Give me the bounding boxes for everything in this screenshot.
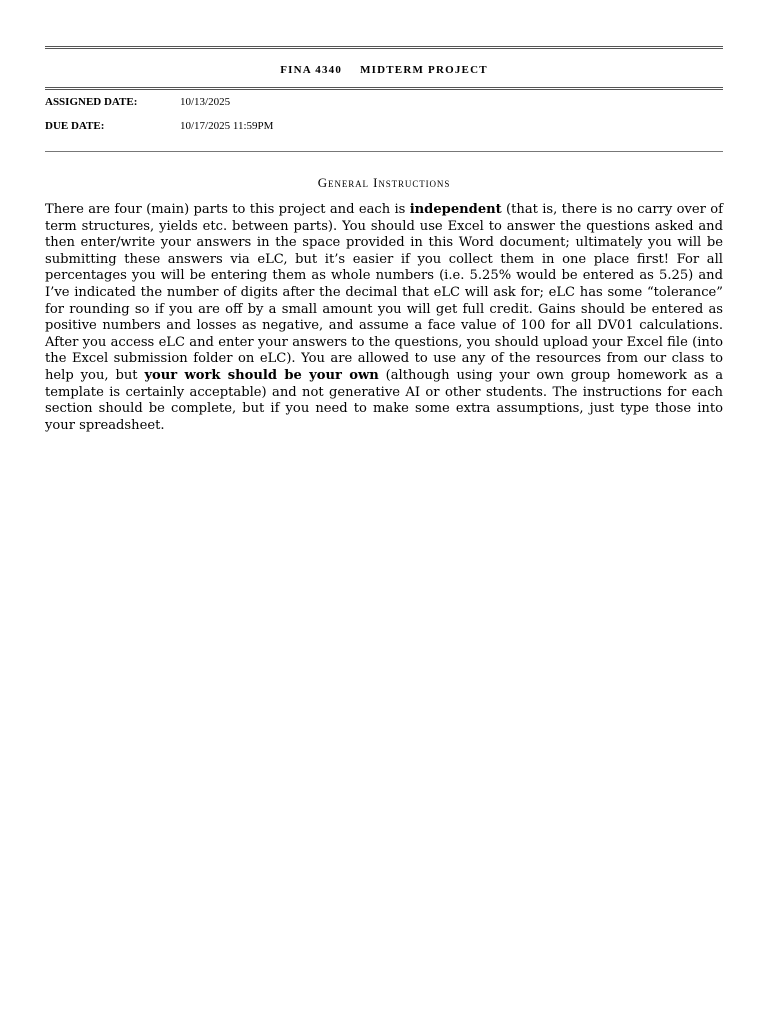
instructions-text-3: (although using your own group homework as a template is certainly acceptable) and not generative AI or other students. The instructions for each section should be complete, but if you need to make some extra assumptions, just type those into your spreadsheet. [45, 367, 723, 433]
assigned-date-value: 10/13/2025 [180, 96, 231, 108]
instructions-paragraph [45, 202, 723, 434]
section-divider [45, 151, 723, 152]
section-heading: General Instructions [317, 175, 451, 190]
instructions-bold-1: independent [409, 202, 502, 217]
instructions-text-1: There are four (main) parts to this project and each is [45, 202, 410, 217]
due-date-row [45, 119, 723, 143]
course-code: FINA 4340 [280, 64, 343, 76]
instructions-text-2: (that is, there is no carry over of term structures, yields etc. between parts). You should use Excel to answer the questions asked and then enter/write your answers in the space provided in this Word document; ultimately you will be submitting these answers via eLC, but it’s easier if you collect them in one place first! For all percentages you will be entering them as whole numbers (i.e. 5.25% would be entered as 5.25) and I’ve indicated the number of digits after the decimal that eLC will ask for; eLC has some “tolerance” for rounding so if you are off by a small amount you will get full credit. Gains should be entered as positive numbers and losses as negative, and assume a face value of 100 for all DV01 calculations. After you access eLC and enter your answers to the questions, you should upload your Excel file (into the Excel submission folder on eLC). You are allowed to use any of the resources from our class to help you, but [45, 202, 723, 383]
header-bottom-rule [45, 87, 723, 90]
due-date-label: DUE DATE: [45, 120, 105, 132]
document-page [45, 0, 723, 447]
assigned-date-row [45, 95, 723, 119]
due-date-value: 10/17/2025 11:59PM [180, 120, 274, 132]
document-title [45, 49, 723, 83]
project-name: MIDTERM PROJECT [360, 64, 488, 76]
assigned-date-label: ASSIGNED DATE: [45, 96, 138, 108]
instructions-bold-2: your work should be your own [144, 367, 379, 383]
date-block [45, 95, 723, 143]
